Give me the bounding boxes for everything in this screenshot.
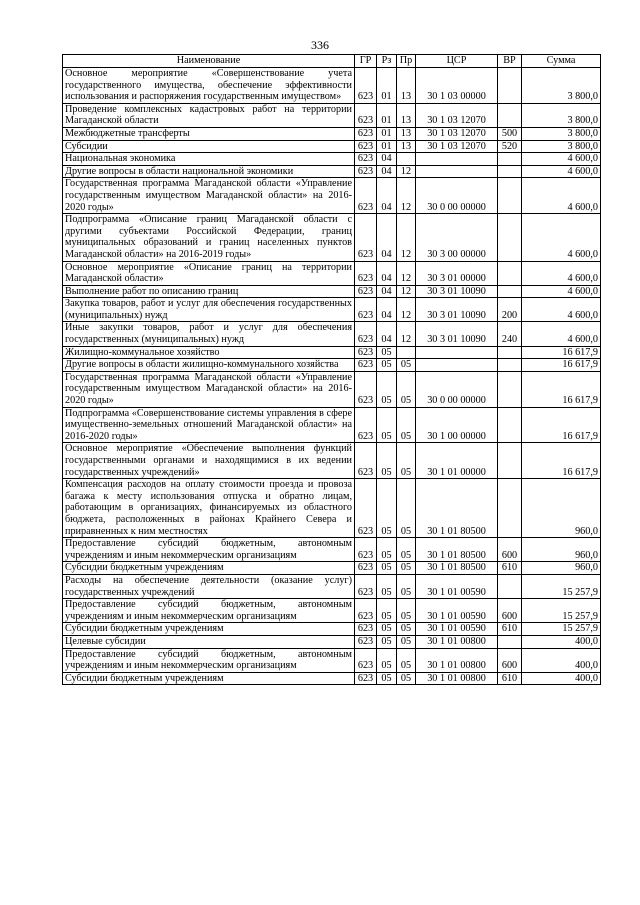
cell-pr: 05 xyxy=(397,443,416,479)
cell-sum: 15 257,9 xyxy=(522,574,601,598)
cell-vr: 500 xyxy=(498,127,522,140)
cell-rz: 05 xyxy=(377,623,397,636)
table-row xyxy=(63,68,601,104)
cell-csr: 30 1 01 00000 xyxy=(416,443,498,479)
cell-pr: 05 xyxy=(397,538,416,562)
cell-vr xyxy=(498,153,522,166)
cell-rz: 04 xyxy=(377,214,397,261)
table-row xyxy=(63,165,601,178)
cell-pr: 05 xyxy=(397,648,416,672)
table-row xyxy=(63,407,601,443)
cell-sum: 3 800,0 xyxy=(522,103,601,127)
cell-rz: 05 xyxy=(377,562,397,575)
cell-name: Предоставление субсидий бюджетным, автономным учреждениям и иным некоммерческим организациям xyxy=(63,648,355,672)
table-row xyxy=(63,214,601,261)
cell-vr xyxy=(498,346,522,359)
cell-pr: 13 xyxy=(397,103,416,127)
cell-name: Закупка товаров, работ и услуг для обеспечения государственных (муниципальных) нужд xyxy=(63,298,355,322)
cell-gr: 623 xyxy=(355,407,377,443)
cell-name: Государственная программа Магаданской области «Управление государственным имуществом Магаданской области» на 2016-2020 годы» xyxy=(63,371,355,407)
cell-gr: 623 xyxy=(355,371,377,407)
cell-vr xyxy=(498,103,522,127)
cell-sum: 15 257,9 xyxy=(522,623,601,636)
table-row xyxy=(63,479,601,538)
cell-gr: 623 xyxy=(355,68,377,104)
cell-rz: 04 xyxy=(377,285,397,298)
cell-gr: 623 xyxy=(355,623,377,636)
cell-pr: 13 xyxy=(397,68,416,104)
cell-gr: 623 xyxy=(355,635,377,648)
cell-csr: 30 1 03 12070 xyxy=(416,127,498,140)
cell-pr: 05 xyxy=(397,672,416,685)
cell-sum: 16 617,9 xyxy=(522,359,601,372)
cell-gr: 623 xyxy=(355,140,377,153)
cell-vr: 610 xyxy=(498,672,522,685)
cell-csr: 30 3 01 00000 xyxy=(416,261,498,285)
cell-pr: 12 xyxy=(397,214,416,261)
cell-vr: 600 xyxy=(498,648,522,672)
header-gr: ГР xyxy=(355,55,377,68)
cell-sum: 16 617,9 xyxy=(522,443,601,479)
cell-rz: 04 xyxy=(377,178,397,214)
cell-sum: 400,0 xyxy=(522,672,601,685)
cell-gr: 623 xyxy=(355,562,377,575)
cell-vr xyxy=(498,285,522,298)
cell-gr: 623 xyxy=(355,153,377,166)
cell-gr: 623 xyxy=(355,214,377,261)
table-row xyxy=(63,178,601,214)
cell-sum: 960,0 xyxy=(522,538,601,562)
cell-vr: 520 xyxy=(498,140,522,153)
cell-gr: 623 xyxy=(355,346,377,359)
table-row xyxy=(63,298,601,322)
cell-vr xyxy=(498,68,522,104)
cell-rz: 04 xyxy=(377,165,397,178)
table-row xyxy=(63,103,601,127)
cell-rz: 05 xyxy=(377,648,397,672)
cell-rz: 05 xyxy=(377,346,397,359)
cell-sum: 400,0 xyxy=(522,635,601,648)
cell-name: Иные закупки товаров, работ и услуг для обеспечения государственных (муниципальных) нужд xyxy=(63,322,355,346)
cell-pr: 12 xyxy=(397,261,416,285)
cell-csr: 30 1 01 80500 xyxy=(416,538,498,562)
table-row xyxy=(63,371,601,407)
cell-csr xyxy=(416,346,498,359)
cell-vr xyxy=(498,407,522,443)
cell-name: Межбюджетные трансферты xyxy=(63,127,355,140)
cell-csr: 30 1 01 80500 xyxy=(416,562,498,575)
cell-pr: 13 xyxy=(397,127,416,140)
cell-vr xyxy=(498,178,522,214)
cell-name: Субсидии xyxy=(63,140,355,153)
table-row xyxy=(63,322,601,346)
cell-sum: 960,0 xyxy=(522,479,601,538)
cell-sum: 4 600,0 xyxy=(522,153,601,166)
cell-name: Основное мероприятие «Обеспечение выполнения функций государственными органами и находящимися в их ведении государственных учреждений» xyxy=(63,443,355,479)
cell-pr xyxy=(397,346,416,359)
cell-vr: 240 xyxy=(498,322,522,346)
cell-sum: 4 600,0 xyxy=(522,298,601,322)
cell-sum: 3 800,0 xyxy=(522,68,601,104)
cell-sum: 4 600,0 xyxy=(522,261,601,285)
cell-name: Предоставление субсидий бюджетным, автономным учреждениям и иным некоммерческим организациям xyxy=(63,538,355,562)
page-number: 336 xyxy=(311,38,329,52)
cell-gr: 623 xyxy=(355,648,377,672)
cell-vr xyxy=(498,635,522,648)
cell-vr xyxy=(498,371,522,407)
cell-rz: 04 xyxy=(377,298,397,322)
table-row xyxy=(63,599,601,623)
table-row xyxy=(63,574,601,598)
table-row xyxy=(63,538,601,562)
table-row xyxy=(63,359,601,372)
header-vr: ВР xyxy=(498,55,522,68)
cell-pr: 05 xyxy=(397,407,416,443)
cell-name: Государственная программа Магаданской области «Управление государственным имуществом Магаданской области» на 2016-2020 годы» xyxy=(63,178,355,214)
cell-sum: 16 617,9 xyxy=(522,407,601,443)
cell-pr: 05 xyxy=(397,599,416,623)
cell-rz: 05 xyxy=(377,407,397,443)
cell-gr: 623 xyxy=(355,285,377,298)
header-csr: ЦСР xyxy=(416,55,498,68)
cell-pr: 12 xyxy=(397,285,416,298)
table-row xyxy=(63,562,601,575)
cell-vr: 600 xyxy=(498,599,522,623)
cell-csr: 30 1 01 00800 xyxy=(416,648,498,672)
cell-gr: 623 xyxy=(355,261,377,285)
table-row xyxy=(63,153,601,166)
cell-name: Выполнение работ по описанию границ xyxy=(63,285,355,298)
cell-name: Национальная экономика xyxy=(63,153,355,166)
cell-gr: 623 xyxy=(355,538,377,562)
cell-csr: 30 1 01 00590 xyxy=(416,599,498,623)
cell-csr: 30 3 00 00000 xyxy=(416,214,498,261)
cell-sum: 400,0 xyxy=(522,648,601,672)
cell-gr: 623 xyxy=(355,599,377,623)
cell-vr: 600 xyxy=(498,538,522,562)
cell-csr: 30 3 01 10090 xyxy=(416,298,498,322)
cell-gr: 623 xyxy=(355,103,377,127)
cell-csr xyxy=(416,359,498,372)
cell-pr: 12 xyxy=(397,322,416,346)
cell-sum: 4 600,0 xyxy=(522,178,601,214)
table-row xyxy=(63,648,601,672)
cell-vr xyxy=(498,574,522,598)
cell-rz: 01 xyxy=(377,68,397,104)
cell-csr: 30 1 03 00000 xyxy=(416,68,498,104)
cell-name: Подпрограмма «Описание границ Магаданской области с другими субъектами Российской Федерации, границ муниципальных образований и границ населенных пунктов Магаданской области» на 2016-2019 годы» xyxy=(63,214,355,261)
cell-rz: 01 xyxy=(377,127,397,140)
cell-vr xyxy=(498,359,522,372)
cell-gr: 623 xyxy=(355,443,377,479)
header-name: Наименование xyxy=(63,55,355,68)
cell-gr: 623 xyxy=(355,322,377,346)
cell-name: Жилищно-коммунальное хозяйство xyxy=(63,346,355,359)
cell-vr xyxy=(498,479,522,538)
cell-sum: 960,0 xyxy=(522,562,601,575)
cell-name: Другие вопросы в области национальной экономики xyxy=(63,165,355,178)
cell-pr: 12 xyxy=(397,298,416,322)
table-header-row xyxy=(63,55,601,68)
table-row xyxy=(63,672,601,685)
cell-pr: 05 xyxy=(397,562,416,575)
cell-vr: 610 xyxy=(498,562,522,575)
cell-sum: 3 800,0 xyxy=(522,140,601,153)
cell-sum: 4 600,0 xyxy=(522,285,601,298)
cell-name: Основное мероприятие «Совершенствование учета государственного имущества, обеспечение эффективности использования и распоряжения государственным имуществом» xyxy=(63,68,355,104)
cell-rz: 05 xyxy=(377,574,397,598)
cell-pr: 05 xyxy=(397,635,416,648)
cell-csr xyxy=(416,165,498,178)
cell-rz: 05 xyxy=(377,599,397,623)
cell-sum: 15 257,9 xyxy=(522,599,601,623)
cell-sum: 16 617,9 xyxy=(522,346,601,359)
table-row xyxy=(63,623,601,636)
cell-pr: 05 xyxy=(397,371,416,407)
cell-name: Субсидии бюджетным учреждениям xyxy=(63,623,355,636)
cell-vr xyxy=(498,261,522,285)
header-rz: Рз xyxy=(377,55,397,68)
cell-rz: 05 xyxy=(377,371,397,407)
cell-name: Предоставление субсидий бюджетным, автономным учреждениям и иным некоммерческим организациям xyxy=(63,599,355,623)
cell-csr: 30 1 00 00000 xyxy=(416,407,498,443)
table-row xyxy=(63,127,601,140)
table-body xyxy=(63,68,601,685)
cell-name: Проведение комплексных кадастровых работ на территории Магаданской области xyxy=(63,103,355,127)
table-row xyxy=(63,140,601,153)
cell-rz: 01 xyxy=(377,103,397,127)
table-row xyxy=(63,346,601,359)
cell-pr: 05 xyxy=(397,479,416,538)
cell-sum: 3 800,0 xyxy=(522,127,601,140)
cell-csr: 30 1 03 12070 xyxy=(416,103,498,127)
cell-vr: 610 xyxy=(498,623,522,636)
cell-rz: 05 xyxy=(377,359,397,372)
table-row xyxy=(63,285,601,298)
cell-gr: 623 xyxy=(355,672,377,685)
cell-csr: 30 1 01 00800 xyxy=(416,635,498,648)
cell-gr: 623 xyxy=(355,298,377,322)
cell-name: Другие вопросы в области жилищно-коммунального хозяйства xyxy=(63,359,355,372)
cell-gr: 623 xyxy=(355,574,377,598)
cell-csr: 30 1 01 00590 xyxy=(416,623,498,636)
cell-rz: 05 xyxy=(377,538,397,562)
table-row xyxy=(63,261,601,285)
cell-gr: 623 xyxy=(355,359,377,372)
cell-rz: 04 xyxy=(377,153,397,166)
cell-gr: 623 xyxy=(355,127,377,140)
cell-csr: 30 3 01 10090 xyxy=(416,322,498,346)
cell-name: Субсидии бюджетным учреждениям xyxy=(63,672,355,685)
table-row xyxy=(63,443,601,479)
cell-pr: 12 xyxy=(397,165,416,178)
header-sum: Сумма xyxy=(522,55,601,68)
cell-name: Расходы на обеспечение деятельности (оказание услуг) государственных учреждений xyxy=(63,574,355,598)
cell-vr xyxy=(498,165,522,178)
cell-rz: 05 xyxy=(377,635,397,648)
cell-csr: 30 1 01 00800 xyxy=(416,672,498,685)
cell-rz: 05 xyxy=(377,672,397,685)
budget-table xyxy=(62,54,601,685)
table-row xyxy=(63,635,601,648)
cell-sum: 4 600,0 xyxy=(522,322,601,346)
cell-rz: 04 xyxy=(377,261,397,285)
cell-pr: 12 xyxy=(397,178,416,214)
cell-name: Основное мероприятие «Описание границ на территории Магаданской области» xyxy=(63,261,355,285)
cell-name: Субсидии бюджетным учреждениям xyxy=(63,562,355,575)
cell-csr: 30 1 01 80500 xyxy=(416,479,498,538)
cell-csr: 30 0 00 00000 xyxy=(416,178,498,214)
cell-pr: 13 xyxy=(397,140,416,153)
cell-sum: 16 617,9 xyxy=(522,371,601,407)
cell-vr xyxy=(498,443,522,479)
cell-name: Подпрограмма «Совершенствование системы управления в сфере имущественно-земельных отношений Магаданской области» на 2016-2020 годы» xyxy=(63,407,355,443)
cell-vr xyxy=(498,214,522,261)
cell-rz: 04 xyxy=(377,322,397,346)
header-pr: Пр xyxy=(397,55,416,68)
cell-csr: 30 3 01 10090 xyxy=(416,285,498,298)
cell-gr: 623 xyxy=(355,165,377,178)
cell-gr: 623 xyxy=(355,178,377,214)
cell-pr xyxy=(397,153,416,166)
cell-rz: 01 xyxy=(377,140,397,153)
cell-csr: 30 0 00 00000 xyxy=(416,371,498,407)
cell-csr xyxy=(416,153,498,166)
cell-name: Компенсация расходов на оплату стоимости проезда и провоза багажа к месту использования отпуска и обратно лицам, работающим в организациях, финансируемых из областного бюджета, расположенных в районах Крайнего Севера и приравненных к ним местностях xyxy=(63,479,355,538)
cell-pr: 05 xyxy=(397,623,416,636)
cell-sum: 4 600,0 xyxy=(522,165,601,178)
cell-sum: 4 600,0 xyxy=(522,214,601,261)
cell-name: Целевые субсидии xyxy=(63,635,355,648)
cell-csr: 30 1 01 00590 xyxy=(416,574,498,598)
cell-pr: 05 xyxy=(397,574,416,598)
cell-gr: 623 xyxy=(355,479,377,538)
cell-csr: 30 1 03 12070 xyxy=(416,140,498,153)
cell-vr: 200 xyxy=(498,298,522,322)
cell-pr: 05 xyxy=(397,359,416,372)
cell-rz: 05 xyxy=(377,479,397,538)
cell-rz: 05 xyxy=(377,443,397,479)
